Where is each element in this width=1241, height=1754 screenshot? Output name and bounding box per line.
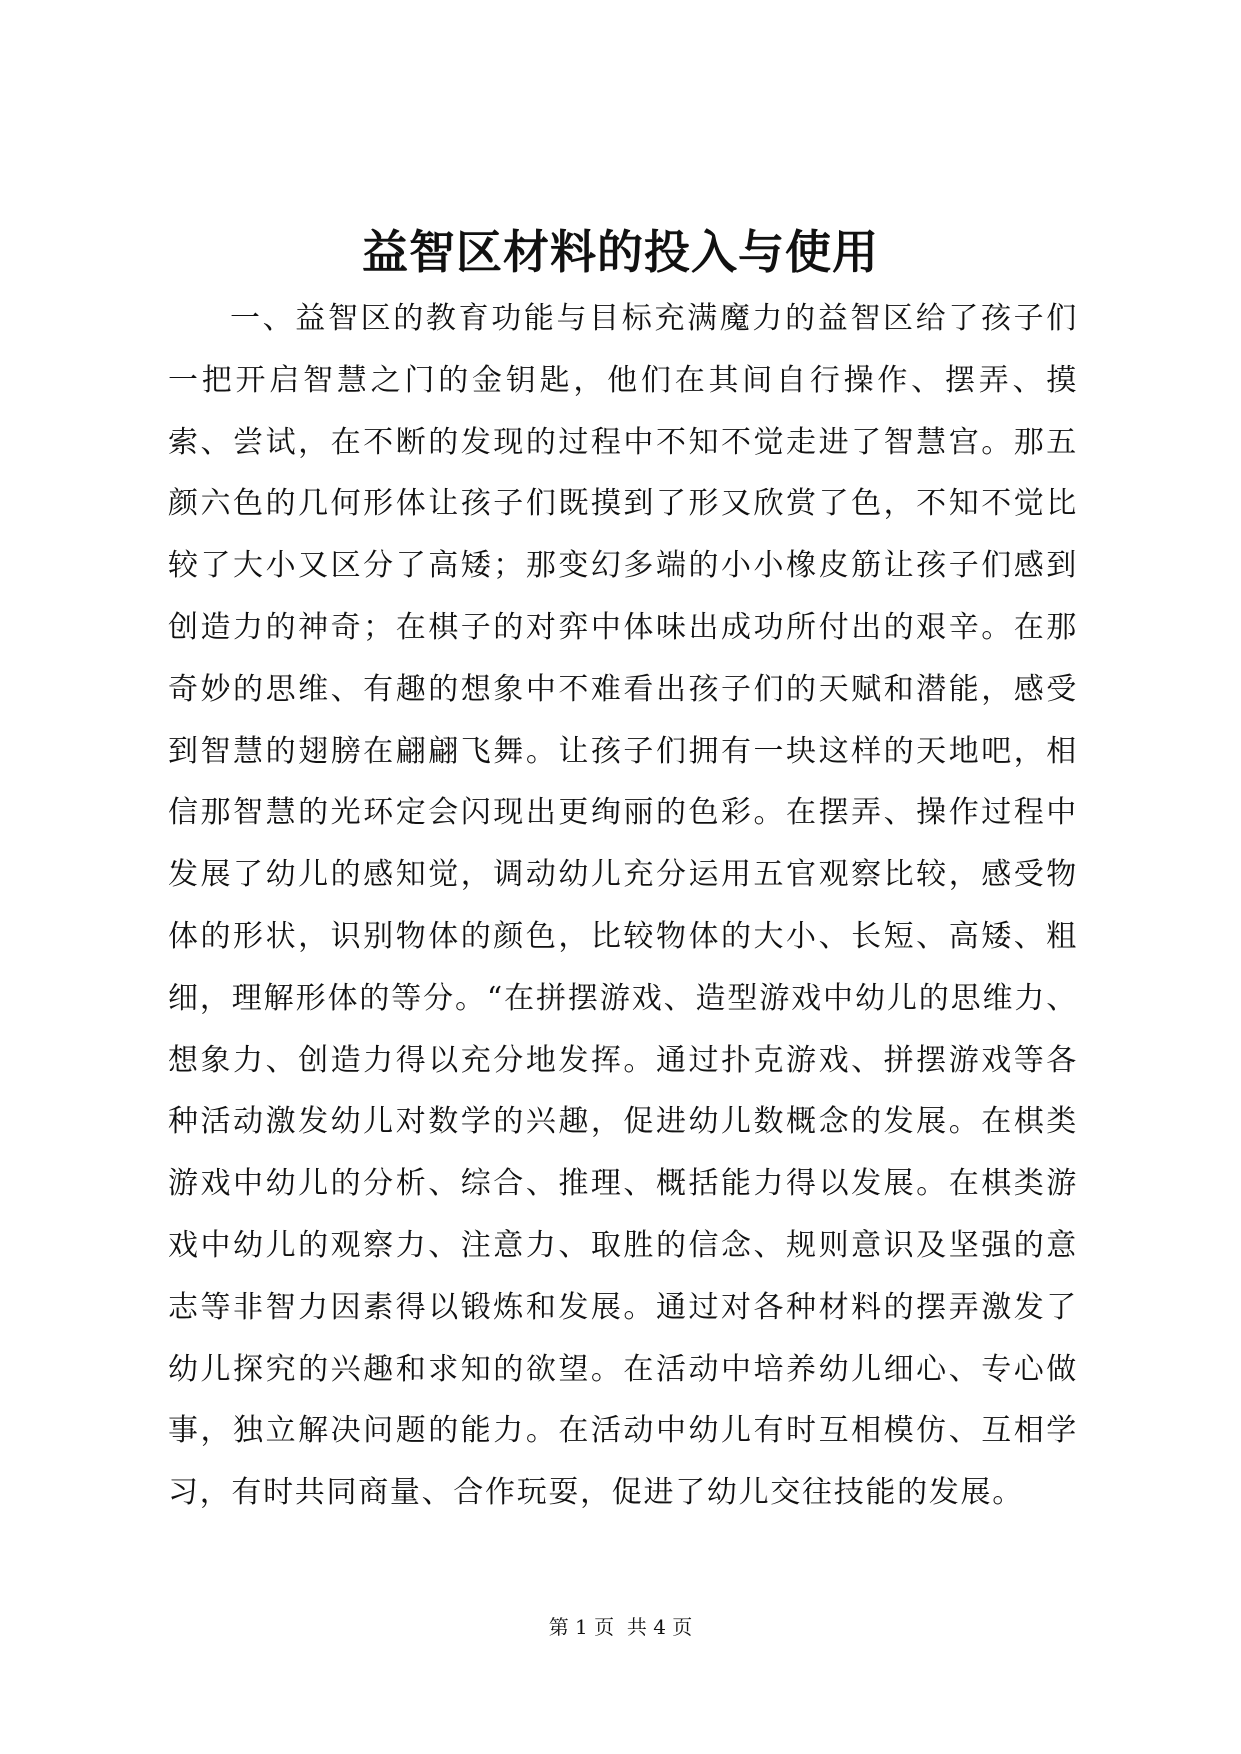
body-paragraph: 一、益智区的教育功能与目标充满魔力的益智区给了孩子们一把开启智慧之门的金钥匙，他们在其间自行操作、摆弄、摸索、尝试，在不断的发现的过程中不知不觉走进了智慧宫。那五颜六色的几何形体让孩子们既摸到了形又欣赏了色，不知不觉比较了大小又区分了高矮；那变幻多端的小小橡皮筋让孩子们感到创造力的神奇；在棋子的对弈中体味出成功所付出的艰辛。在那奇妙的思维、有趣的想象中不难看出孩子们的天赋和潜能，感受到智慧的翅膀在翩翩飞舞。让孩子们拥有一块这样的天地吧，相信那智慧的光环定会闪现出更绚丽的色彩。在摆弄、操作过程中发展了幼儿的感知觉，调动幼儿充分运用五官观察比较，感受物体的形状，识别物体的颜色，比较物体的大小、长短、高矮、粗细，理解形体的等分。“在拼摆游戏、造型游戏中幼儿的思维力、想象力、创造力得以充分地发挥。通过扑克游戏、拼摆游戏等各种活动激发幼儿对数学的兴趣，促进幼儿数概念的发展。在棋类游戏中幼儿的分析、综合、推理、概括能力得以发展。在棋类游戏中幼儿的观察力、注意力、取胜的信念、规则意识及坚强的意志等非智力因素得以锻炼和发展。通过对各种材料的摆弄激发了幼儿探究的兴趣和求知的欲望。在活动中培养幼儿细心、专心做事，独立解决问题的能力。在活动中幼儿有时互相模仿、互相学习，有时共同商量、合作玩耍，促进了幼儿交往技能的发展。 — [168, 301, 1078, 1511]
page-number-label: 第 1 页 共 4 页 — [548, 1615, 693, 1639]
document-title: 益智区材料的投入与使用 — [362, 225, 879, 279]
page-footer — [0, 1612, 1241, 1642]
